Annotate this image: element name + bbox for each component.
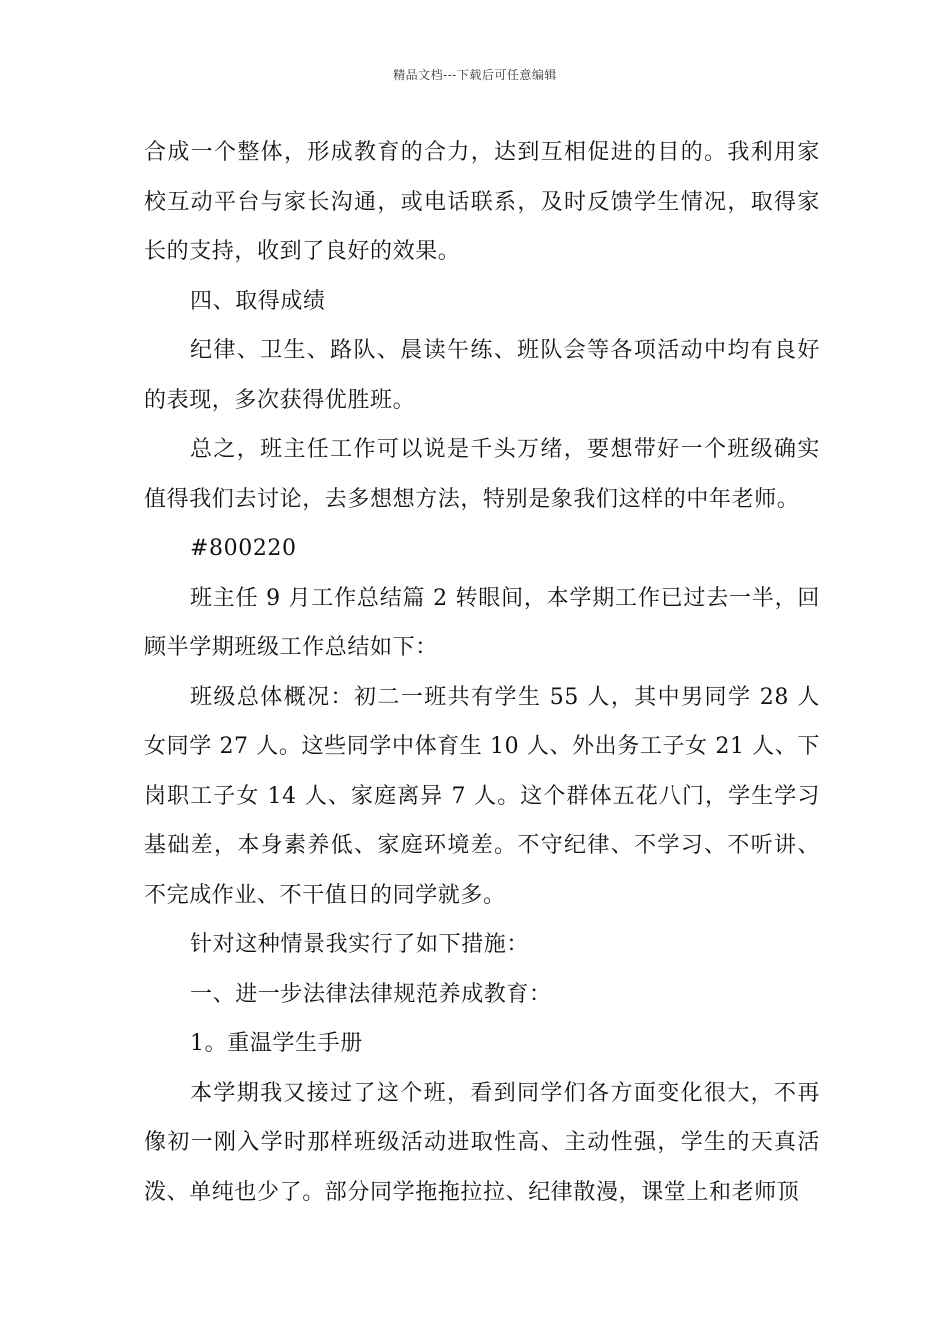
- paragraph-3: 总之，班主任工作可以说是千头万绪，要想带好一个班级确实值得我们去讨论，去多想想方法，特别是象我们这样的中年老师。: [144, 437, 820, 512]
- paragraph-6: 针对这种情景我实行了如下措施：: [190, 932, 530, 957]
- document-code: #800220: [190, 536, 297, 561]
- paragraph-5: 班级总体概况：初二一班共有学生 55 人，其中男同学 28 人女同学 27 人。这些同学中体育生 10 人、外出务工子女 21 人、下岗职工子女 14 人、家庭离异 7 人。这个群体五花八门，学生学习基础差，本身素养低、家庭环境差。不守纪律、不学习、不听讲、不完成作业、不干值日的同学就多。: [144, 684, 820, 908]
- page-header: 精品文档---下载后可任意编辑: [393, 68, 557, 82]
- paragraph-1: 合成一个整体，形成教育的合力，达到互相促进的目的。我利用家校互动平台与家长沟通，或电话联系，及时反馈学生情况，取得家长的支持，收到了良好的效果。: [144, 140, 820, 264]
- paragraph-7: 本学期我又接过了这个班，看到同学们各方面变化很大，不再像初一刚入学时那样班级活动进取性高、主动性强，学生的天真活泼、单纯也少了。部分同学拖拖拉拉、纪律散漫，课堂上和老师顶: [144, 1080, 820, 1205]
- paragraph-2: 纪律、卫生、路队、晨读午练、班队会等各项活动中均有良好的表现，多次获得优胜班。: [144, 338, 820, 413]
- document-body: [144, 128, 820, 1217]
- section-heading-education: 一、进一步法律法律规范养成教育：: [190, 981, 552, 1007]
- subheading-handbook: 1。重温学生手册: [190, 1031, 363, 1056]
- section-heading-achievements: 四、取得成绩: [190, 288, 326, 314]
- paragraph-4: 班主任 9 月工作总结篇 2 转眼间，本学期工作已过去一半，回顾半学期班级工作总结如下：: [144, 585, 820, 660]
